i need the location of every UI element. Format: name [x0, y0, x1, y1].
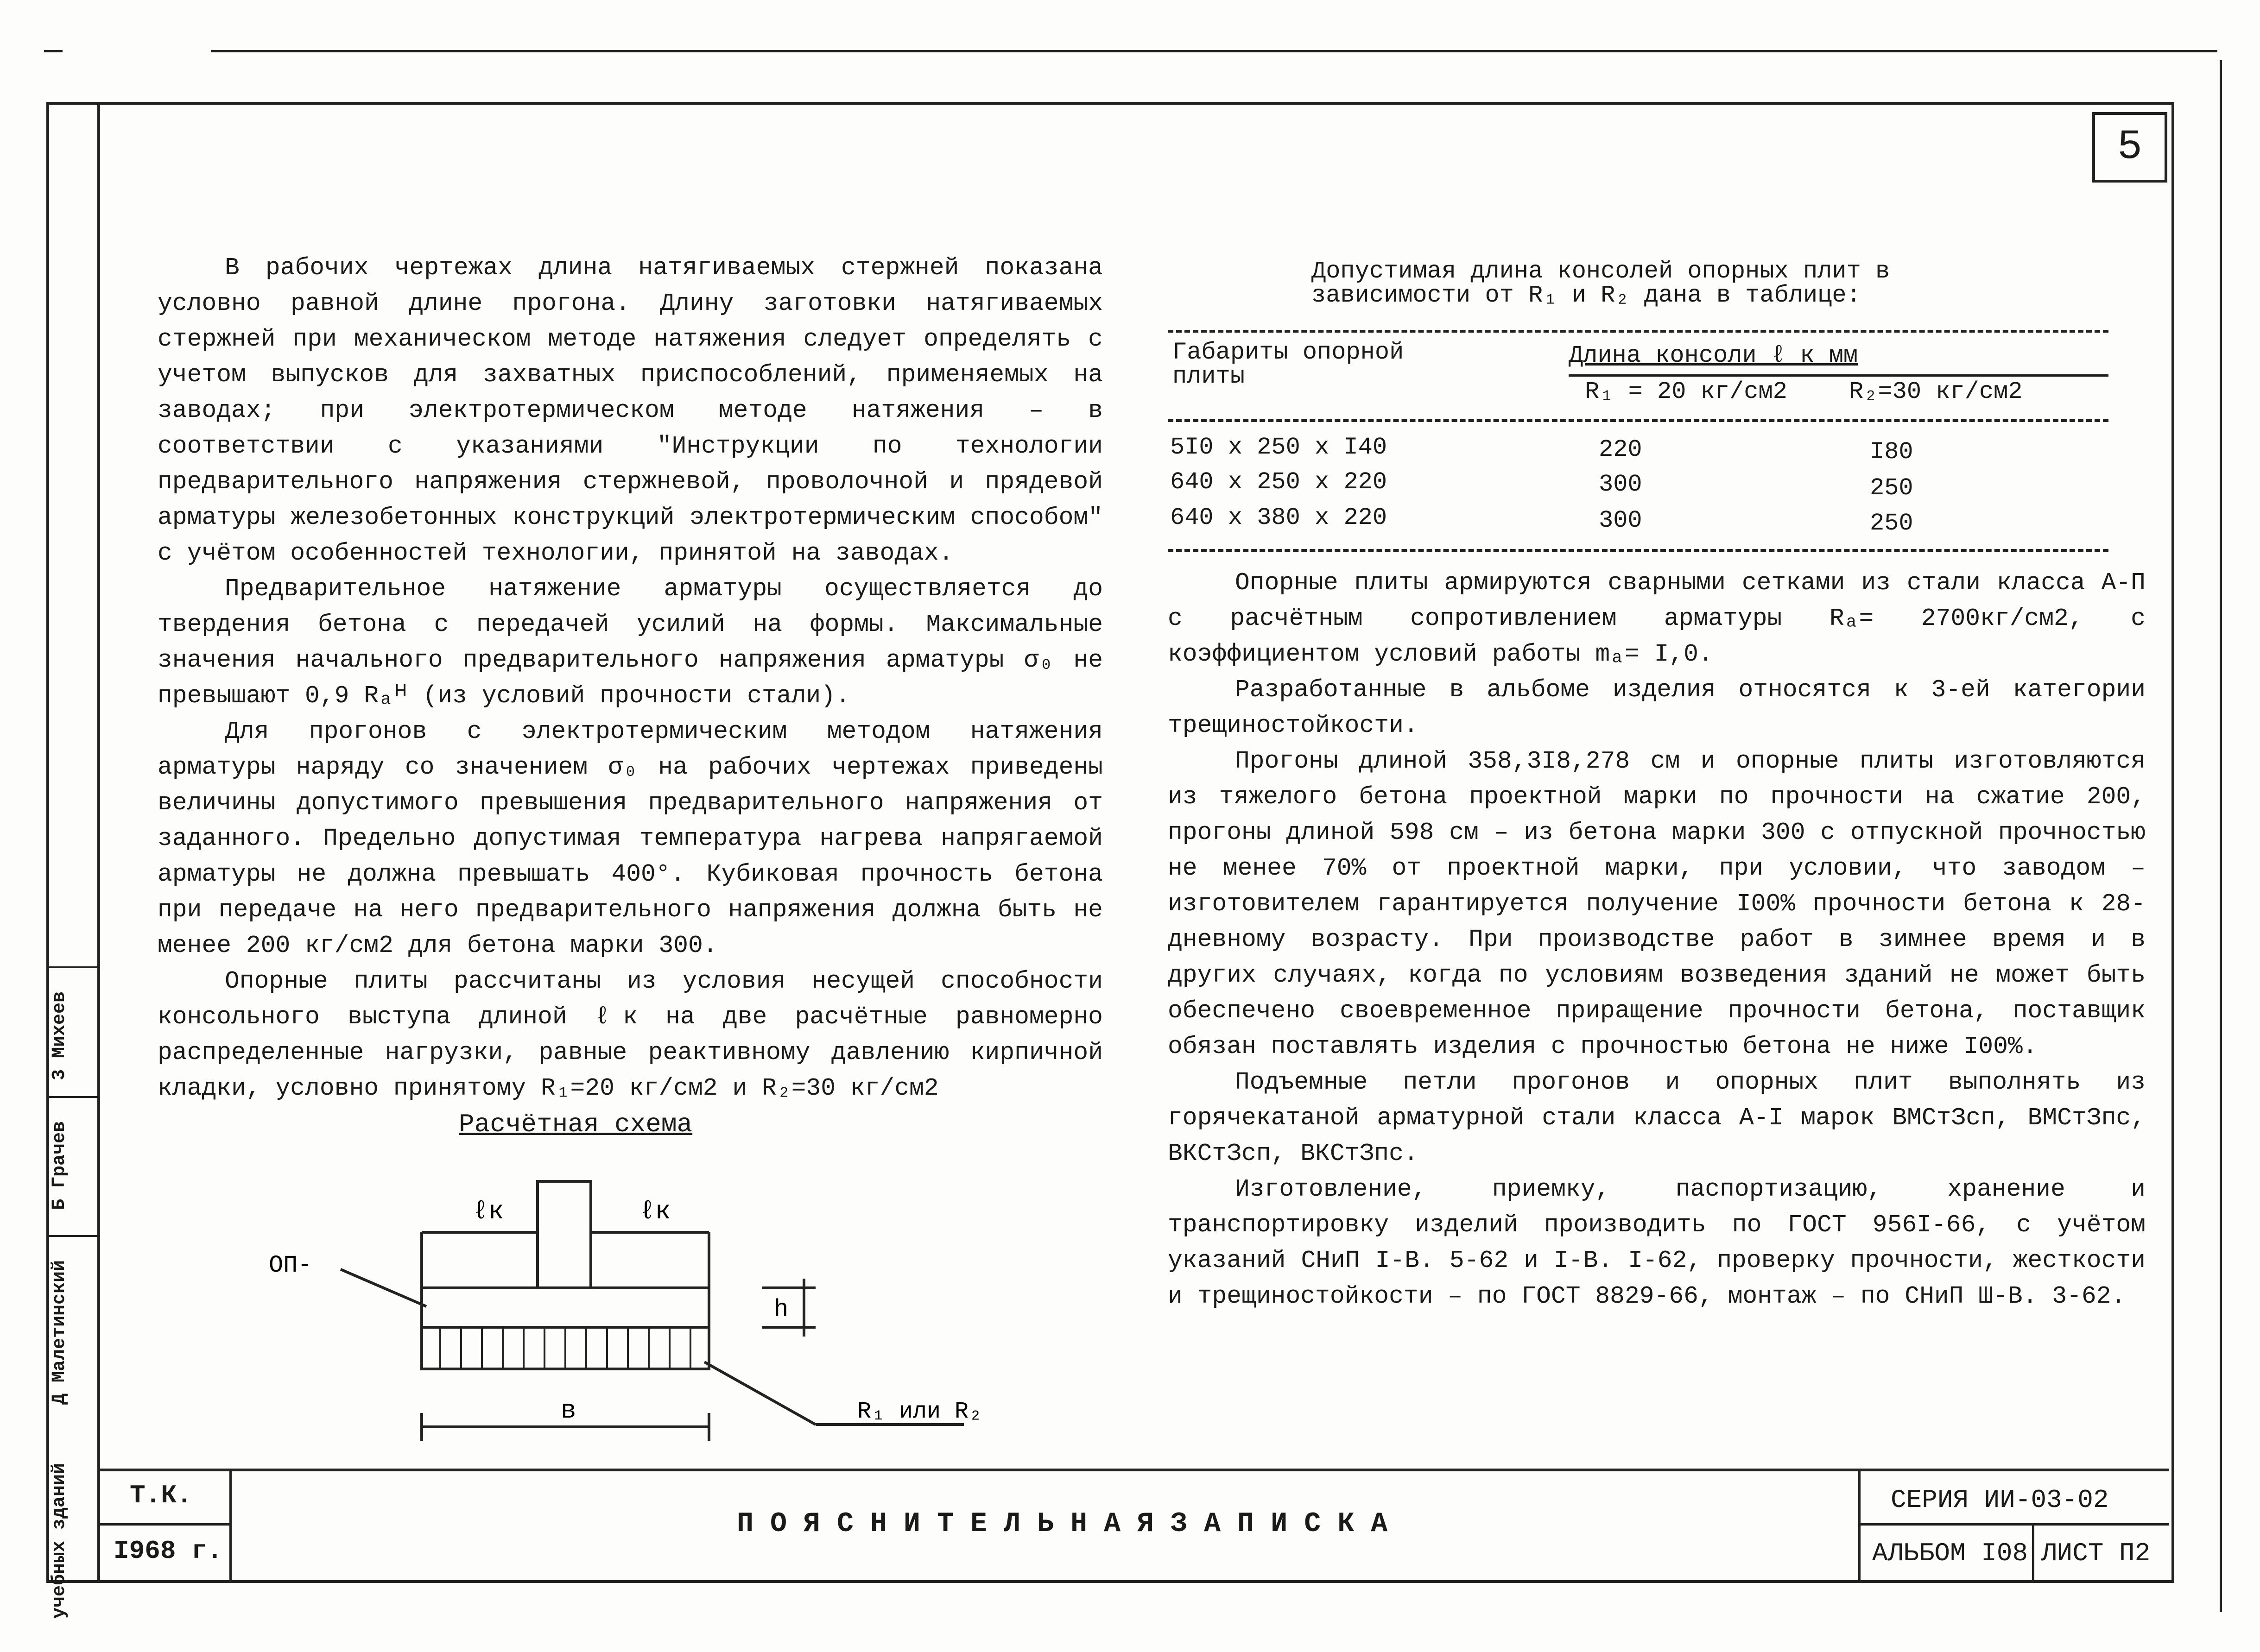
- table-rule: [1168, 549, 2108, 552]
- table-rule: [1168, 330, 2108, 333]
- table-cell: 5I0 х 250 х I40: [1170, 434, 1387, 461]
- paragraph: Предварительное натяжение арматуры осуществляется до твердения бетона с передачей усилий на формы. Максимальные значения начального предварительного напряжения арматуры σ₀ не превышают 0,9 Rₐᴴ (из условий прочности стали).: [158, 575, 1103, 710]
- label-h: h: [774, 1296, 789, 1323]
- table-rule: [1168, 419, 2108, 422]
- left-text-column: [158, 250, 1103, 1106]
- table-cell: 300: [1599, 507, 1642, 534]
- table-cell: 300: [1599, 471, 1642, 498]
- label-b: в: [561, 1396, 576, 1425]
- calculation-scheme: [260, 1167, 1001, 1469]
- label-plate: ОП-: [269, 1252, 312, 1279]
- paragraph: Опорные плиты армируются сварными сетками из стали класса А-П с расчётным сопротивлением арматуры Rₐ= 2700кг/см2, с коэффициентом условий работы mₐ= I,0.: [1168, 569, 2146, 668]
- top-rule: [44, 50, 63, 52]
- stamp-name: 3 Михеев: [49, 991, 70, 1081]
- table-cell: 640 х 380 х 220: [1170, 504, 1387, 531]
- year-label: I968 г.: [114, 1536, 223, 1566]
- table-header-size: Габариты опорной плиты: [1172, 339, 1404, 390]
- table-cell: 220: [1599, 436, 1642, 463]
- divider: [2032, 1523, 2034, 1580]
- label-load: R₁ или R₂: [857, 1399, 983, 1425]
- document-title: П О Я С Н И Т Е Л Ь Н А Я З А П И С К А: [737, 1508, 1388, 1540]
- page-number: 5: [2092, 112, 2167, 183]
- table-title: [1311, 259, 1890, 308]
- stamp-cell: [49, 105, 100, 968]
- table-cell: 640 х 250 х 220: [1170, 468, 1387, 496]
- table-header-console: Длина консоли ℓ к мм: [1569, 342, 1858, 369]
- support-plate: [422, 1288, 709, 1327]
- series-label: СЕРИЯ ИИ-03-02: [1891, 1485, 2109, 1515]
- right-rule: [2220, 60, 2222, 1612]
- label-lk-right: ℓк: [639, 1197, 671, 1226]
- paragraph: Опорные плиты рассчитаны из условия несущей способности консольного выступа длиной ℓк на две расчётные равномерно распределенные нагрузки, равные реактивному давлению кирпичной кладки, условно принятому R₁=20 кг/см2 и R₂=30 кг/см2: [158, 967, 1103, 1102]
- paragraph: Прогоны длиной 358,3I8,278 см и опорные плиты изготовляются из тяжелого бетона проектной марки по прочности на сжатие 200, прогоны длиной 598 см – из бетона марки 300 с отпускной прочностью не менее 70% от проектной марки, при условии, что заводом – изготовителем гарантируется получение I00% прочности бетона к 28-дневному возрасту. При производстве работ в зимнее время и в других случаях, когда по условиям возведения зданий не может быть обеспечено своевременное приращение прочности бетона, поставщик обязан поставлять изделия с прочностью бетона не ниже I00%.: [1168, 747, 2146, 1060]
- signature-stamp: [46, 102, 100, 1619]
- sheet-label: ЛИСТ П2: [2041, 1539, 2151, 1568]
- divider: [1858, 1471, 1861, 1580]
- top-rule-long: [211, 50, 2217, 52]
- stamp-name: Д Малетинский: [49, 1260, 70, 1405]
- right-text-column: [1168, 565, 2146, 1314]
- wall-block: [538, 1181, 591, 1288]
- divider: [229, 1471, 232, 1580]
- table-subrule: [1569, 374, 2108, 377]
- table-sub-r1: R₁ = 20 кг/см2: [1585, 378, 1787, 405]
- paragraph: Изготовление, приемку, паспортизацию, хранение и транспортировку изделий производить по ГОСТ 956I-66, с учётом указаний СНиП I-В. 5-62 и I-В. I-62, проверку прочности, жесткости и трещиностойкости – по ГОСТ 8829-66, монтаж – по СНиП Ш-В. 3-62.: [1168, 1175, 2146, 1310]
- scheme-caption: Расчётная схема: [459, 1110, 693, 1139]
- org-label: Т.К.: [130, 1481, 192, 1510]
- stamp-name: Б Грачев: [49, 1121, 70, 1211]
- paragraph: В рабочих чертежах длина натягиваемых стержней показана условно равной длине прогона. Длину заготовки натягиваемых стержней при механическом методе натяжения следует определять с учетом выпусков для захватных приспособлений, применяемых на заводах; при электротермическом методе натяжения – в соответствии с указаниями "Инструкции по технологии предварительного напряжения стержневой, проволочной и прядевой арматуры железобетонных конструкций электротермическим способом" с учётом особенностей технологии, принятой на заводах.: [158, 254, 1103, 567]
- label-lk-left: ℓк: [473, 1197, 504, 1226]
- divider: [97, 1523, 229, 1526]
- table-cell: 250: [1870, 510, 1913, 537]
- album-label: АЛЬБОМ I08: [1872, 1539, 2028, 1568]
- table-sub-r2: R₂=30 кг/см2: [1849, 378, 2023, 405]
- table-title-line: зависимости от R₁ и R₂ дана в таблице:: [1311, 282, 1861, 309]
- table-cell: I80: [1870, 438, 1913, 466]
- paragraph: Разработанные в альбоме изделия относятся к 3-ей категории трещиностойкости.: [1168, 676, 2146, 739]
- title-block: [97, 1469, 2169, 1580]
- table-cell: 250: [1870, 474, 1913, 502]
- table-title-line: Допустимая длина консолей опорных плит в: [1311, 258, 1890, 285]
- paragraph: Подъемные петли прогонов и опорных плит выполнять из горячекатаной арматурной стали класса А-I марок ВМСтЗсп, ВМСтЗпс, ВКСтЗсп, ВКСтЗпс.: [1168, 1068, 2146, 1167]
- divider: [1858, 1523, 2169, 1526]
- paragraph: Для прогонов с электротермическим методом натяжения арматуры наряду со значением σ₀ на рабочих чертежах приведены величины допустимого превышения предварительного напряжения от заданного. Предельно допустимая температура нагрева напрягаемой арматуры не должна превышать 400°. Кубиковая прочность бетона при передаче на него предварительного напряжения должна быть не менее 200 кг/см2 для бетона марки 300.: [158, 718, 1103, 959]
- stamp-name: учебных зданий: [49, 1463, 70, 1619]
